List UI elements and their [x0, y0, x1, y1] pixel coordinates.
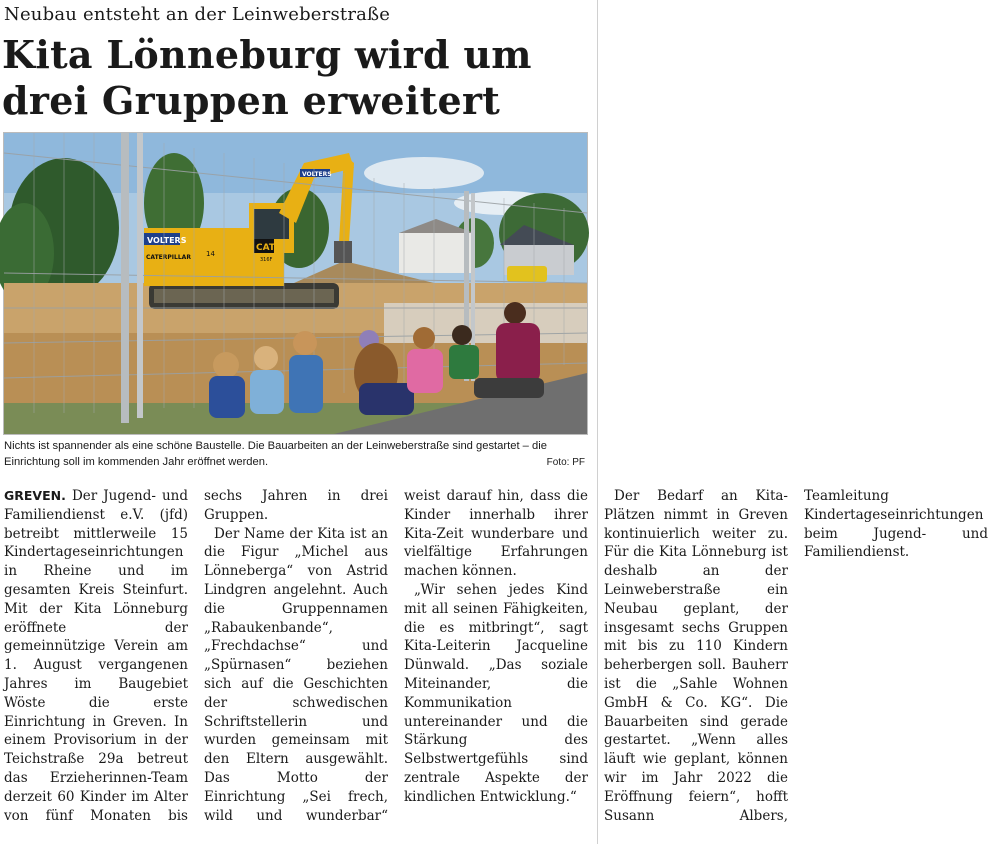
photo-credit: Foto: PF	[546, 457, 585, 468]
article-photo	[3, 132, 588, 435]
svg-text:CAT: CAT	[256, 243, 276, 253]
svg-text:VOLTERS: VOLTERS	[147, 236, 187, 245]
headline: Kita Lönneburg wird um drei Gruppen erweitert	[2, 32, 532, 123]
paragraph-3: „Wir sehen jedes Kind mit all seinen Fähigkeiten, die es mitbringt“, sagt Kita-Leiterin Jacqueline Dünwald. „Das soziale Miteinander, die Kommunikation untereinander und die Stärkung des Selbstwertgefühls sind zentrale Aspekte der kindlichen Entwicklung.“	[404, 581, 588, 805]
paragraph-1-text: Der Jugend- und Familiendienst e.V. (jfd) betreibt mittlerweile 15 Kindertageseinrichtungen in Rheine und im gesamten Kreis Steinfurt. Mit der Kita Lönneburg eröffnete der gemeinnützige Verein am 1. August vergangenen Jahres im Baugebiet Wöste die erste Einrichtung in Greven. In einem Provisorium in der Teichstraße 29a betreut das Erzieherinnen-Team derzeit 60 Kinder im Alter von fünf Monaten bis sechs Jahren in drei Gruppen.	[4, 488, 388, 824]
article-body	[4, 487, 988, 835]
paragraph-4: Der Bedarf an Kita-Plätzen nimmt in Greven kontinuierlich weiter zu. Für die Kita Lönneburg ist deshalb an der Leinweberstraße ein Neubau geplant, der insgesamt sechs Gruppen mit bis zu 110 Kindern beherbergen soll. Bauherr ist die „Sahle Wohnen GmbH & Co. KG“. Die Bauarbeiten sind gerade gestartet. „Wenn alles läuft wie geplant, können wir im Jahr 2022 die Eröffnung feiern“, hofft Susann Albers, Teamleitung Kindertageseinrichtungen beim Jugend- und Familiendienst.	[604, 488, 988, 824]
svg-text:CATERPILLAR: CATERPILLAR	[146, 254, 191, 261]
caption-text: Nichts ist spannender als eine schöne Baustelle. Die Bauarbeiten an der Leinweberstraße sind gestartet – die Einrichtung soll im kommenden Jahr eröffnet werden.	[4, 440, 547, 468]
svg-text:VOLTERS: VOLTERS	[302, 171, 332, 178]
column-rule	[597, 0, 598, 844]
paragraph-2: Der Name der Kita ist an die Figur „Michel aus Lönneberga“ von Astrid Lindgren angelehnt. Auch die Gruppennamen „Rabaukenbande“, „Frechdachse“ und „Spürnasen“ beziehen sich auf die Geschichten der schwedischen Schriftstellerin und wurden gemeinsam mit den Eltern ausgewählt. Das Motto der Einrichtung „Sei frech, wild und wunderbar“ weist darauf hin, dass die Kinder innerhalb ihrer Kita-Zeit wunderbare und vielfältige Erfahrungen machen können.	[204, 488, 588, 824]
svg-text:14: 14	[206, 250, 215, 258]
kicker: Neubau entsteht an der Leinweberstraße	[4, 4, 391, 25]
dateline: GREVEN.	[4, 488, 66, 503]
svg-text:316F: 316F	[260, 257, 273, 263]
photo-caption	[4, 439, 589, 470]
